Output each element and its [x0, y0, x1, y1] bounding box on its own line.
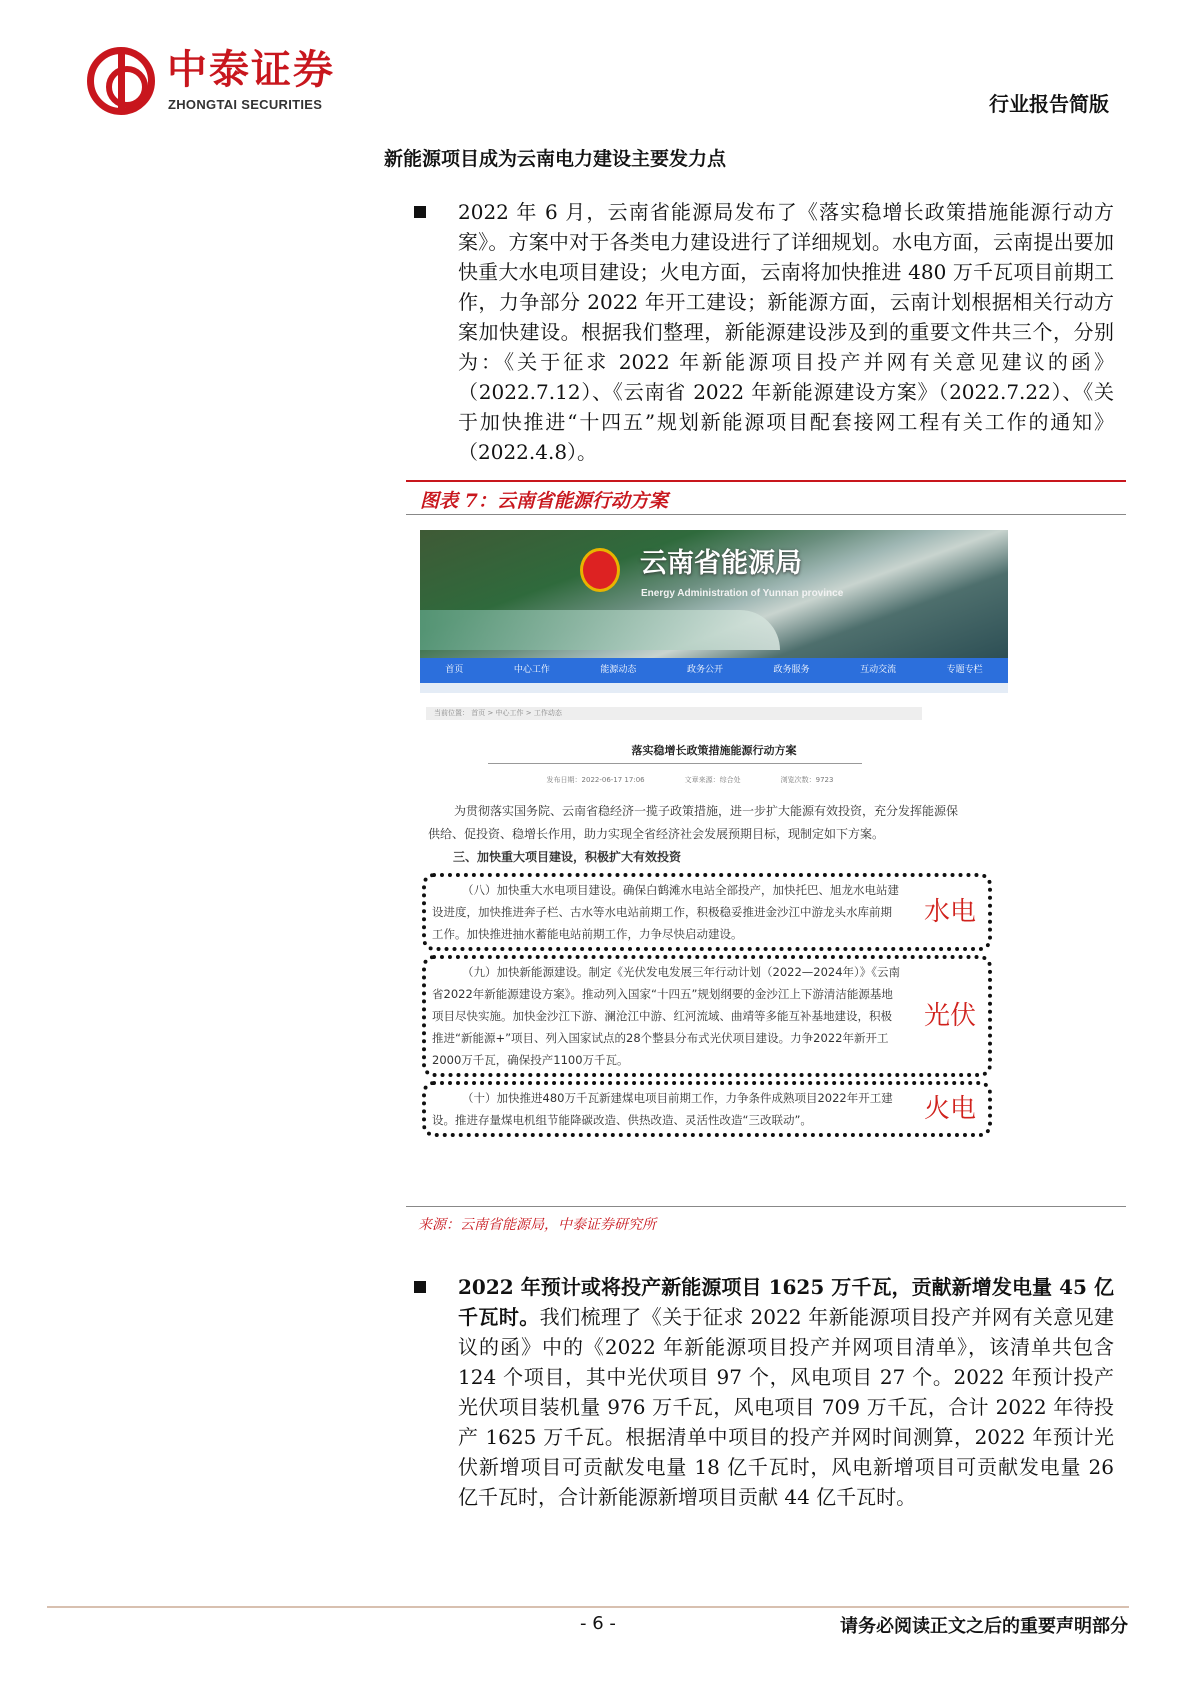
logo-cn: 中泰证券	[167, 47, 335, 93]
nav-interaction[interactable]: 互动交流	[860, 665, 897, 675]
banner-river	[420, 610, 780, 650]
article-intro: 为贯彻落实国务院、云南省稳经济一揽子政策措施，进一步扩大能源有效投资，充分发挥能源保供给、促投资、稳增长作用，助力实现全省经济社会发展预期目标，现制定如下方案。	[428, 804, 959, 841]
figure-top-rule	[406, 480, 1126, 482]
item-tag: 光伏	[923, 1001, 976, 1031]
article-title: 落实稳增长政策措施能源行动方案	[631, 744, 797, 757]
disclaimer: 请务必阅读正文之后的重要声明部分	[840, 1616, 1128, 1637]
article-meta	[420, 776, 960, 785]
paragraph-text: 2022 年 6 月，云南省能源局发布了《落实稳增长政策措施能源行动方案》。方案中对于各类电力建设进行了详细规划。水电方面，云南提出要加快重大水电项目建设；火电方面，云南将加快推进 480 万千瓦项目前期工作，力争部分 2022 年开工建设；新能源方面，云南计划根据相关行动方案加快建设。根据我们整理，新能源建设涉及到的重要文件共三个，分别为：《关于征求 2022 年新能源项目投产并网有关意见建议的函》（2022.7.12）、《云南省 2022 年新能源建设方案》（2022.7.22）、《关于加快推进“十四五”规划新能源项目配套接网工程有关工作的通知》（2022.4.8）。	[458, 200, 1114, 464]
figure-title-rule	[406, 514, 1126, 515]
paragraph-body: 我们梳理了《关于征求 2022 年新能源项目投产并网有关意见建议的函》中的《2022 年新能源项目投产并网项目清单》，该清单共包含 124 个项目，其中光伏项目 97 个，风电项目 27 个。2022 年预计投产光伏项目装机量 976 万千瓦，风电项目 709 万千瓦，合计 2022 年待投产 1625 万千瓦。根据清单中项目的投产并网时间测算，2022 年预计光伏新增项目可贡献发电量 18 亿千瓦时，风电新增项目可贡献发电量 26 亿千瓦时，合计新能源新增项目贡献 44 亿千瓦时。	[458, 1305, 1114, 1509]
figure-bottom-rule	[406, 1206, 1126, 1207]
highlight-box-solar	[422, 955, 992, 1077]
paragraph-text	[422, 1272, 1114, 1512]
nav-home[interactable]: 首页	[445, 665, 464, 675]
item-text: （八）加快重大水电项目建设。确保白鹤滩水电站全部投产，加快托巴、旭龙水电站建设进度，加快推进奔子栏、古水等水电站前期工作，积极稳妥推进金沙江中游龙头水库前期工作。加快推进抽水蓄能电站前期工作，力争尽快启动建设。	[432, 883, 899, 941]
breadcrumb: 当前位置： 首页 > 中心工作 > 工作动态	[426, 707, 922, 720]
article-rule	[488, 763, 862, 764]
section-heading: 新能源项目成为云南电力建设主要发力点	[384, 148, 727, 170]
figure-title: 图表 7：云南省能源行动方案	[420, 490, 668, 512]
paragraph-2	[422, 1272, 1114, 1512]
item-text: （九）加快新能源建设。制定《光伏发电发展三年行动计划（2022—2024年）》《云南省2022年新能源建设方案》。推动列入国家“十四五”规划纲要的金沙江上下游清洁能源基地项目尽快实施。加快金沙江下游、澜沧江中游、红河流域、曲靖等多能互补基地建设，积极推进“新能源+”项目、列入国家试点的28个整县分布式光伏项目建设。力争2022年新开工2000万千瓦，确保投产1100万千瓦。	[432, 965, 901, 1067]
paragraph-1	[422, 197, 1114, 467]
logo-en: ZHONGTAI SECURITIES	[168, 97, 323, 112]
meta-views: 浏览次数：9723	[780, 776, 834, 784]
figure-source: 来源：云南省能源局，中泰证券研究所	[418, 1217, 656, 1233]
doc-type: 行业报告简版	[989, 92, 1109, 116]
paragraph-lead: 2022 年预计或将投产新能源项目 1625 万千瓦，贡献新增发电量 45 亿千瓦时。	[458, 1275, 1114, 1329]
site-name: 云南省能源局	[640, 548, 802, 579]
logo-mark-icon	[87, 47, 155, 115]
site-name-en: Energy Administration of Yunnan province	[641, 588, 844, 599]
nav-center-work[interactable]: 中心工作	[513, 665, 550, 675]
site-nav	[420, 658, 1008, 683]
national-emblem-icon	[580, 548, 620, 592]
nav-energy-news[interactable]: 能源动态	[600, 665, 637, 675]
nav-gov-service[interactable]: 政务服务	[773, 665, 810, 675]
item-tag: 火电	[923, 1094, 976, 1124]
page-number: - 6 -	[580, 1613, 616, 1634]
site-banner	[420, 530, 1008, 658]
website-screenshot	[420, 530, 1008, 1200]
bullet-icon	[414, 206, 426, 218]
bullet-icon	[414, 1281, 426, 1293]
footer-rule	[47, 1606, 1129, 1608]
meta-date: 发布日期：2022-06-17 17:06	[546, 776, 645, 784]
highlight-box-thermal	[422, 1081, 992, 1137]
item-text: （十）加快推进480万千瓦新建煤电项目前期工作，力争条件成熟项目2022年开工建设。推进存量煤电机组节能降碳改造、供热改造、灵活性改造“三改联动”。	[432, 1091, 893, 1127]
article-section-heading: 三、加快重大项目建设，积极扩大有效投资	[453, 850, 682, 864]
article-body	[420, 800, 1008, 1137]
nav-shadow	[420, 683, 1008, 693]
nav-special[interactable]: 专题专栏	[946, 665, 983, 675]
nav-gov-open[interactable]: 政务公开	[686, 665, 723, 675]
item-tag: 水电	[923, 897, 976, 927]
highlight-box-hydro	[422, 873, 992, 951]
meta-source: 文章来源：综合处	[684, 776, 741, 784]
company-logo	[87, 47, 367, 119]
